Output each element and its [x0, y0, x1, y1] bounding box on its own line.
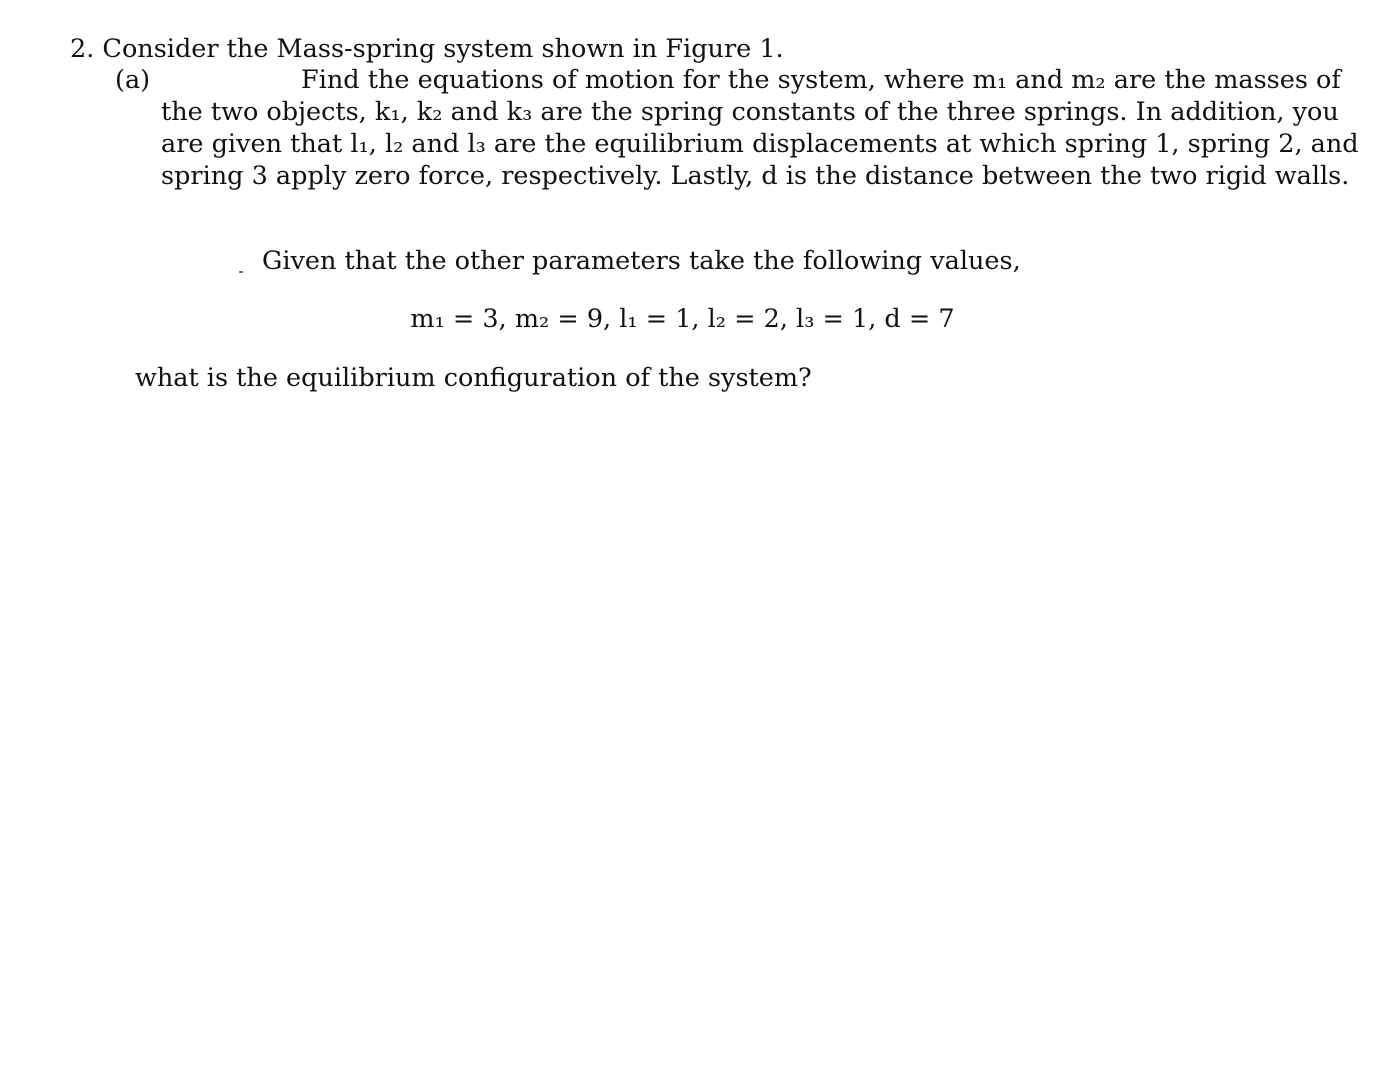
problem-statement: 2. Consider the Mass-spring system shown in Figure 1.	[70, 34, 784, 64]
part-a-text-line-3: are given that l₁, l₂ and l₃ are the equilibrium displacements at which spring 1, spring 2, and	[161, 129, 1359, 159]
part-a-text-line-4: spring 3 apply zero force, respectively. Lastly, d is the distance between the two rigid walls.	[161, 161, 1350, 191]
part-a-text-line-1: Find the equations of motion for the system, where m₁ and m₂ are the masses of	[301, 65, 1341, 95]
part-a-label: (a)	[115, 65, 151, 95]
stray-mark	[239, 271, 243, 273]
given-intro: Given that the other parameters take the following values,	[262, 246, 1021, 276]
part-a-text-line-2: the two objects, k₁, k₂ and k₃ are the spring constants of the three springs. In addition, you	[161, 97, 1339, 127]
parameter-equation: m₁ = 3, m₂ = 9, l₁ = 1, l₂ = 2, l₃ = 1, d = 7	[410, 304, 955, 334]
question-text: what is the equilibrium configuration of the system?	[135, 363, 812, 393]
